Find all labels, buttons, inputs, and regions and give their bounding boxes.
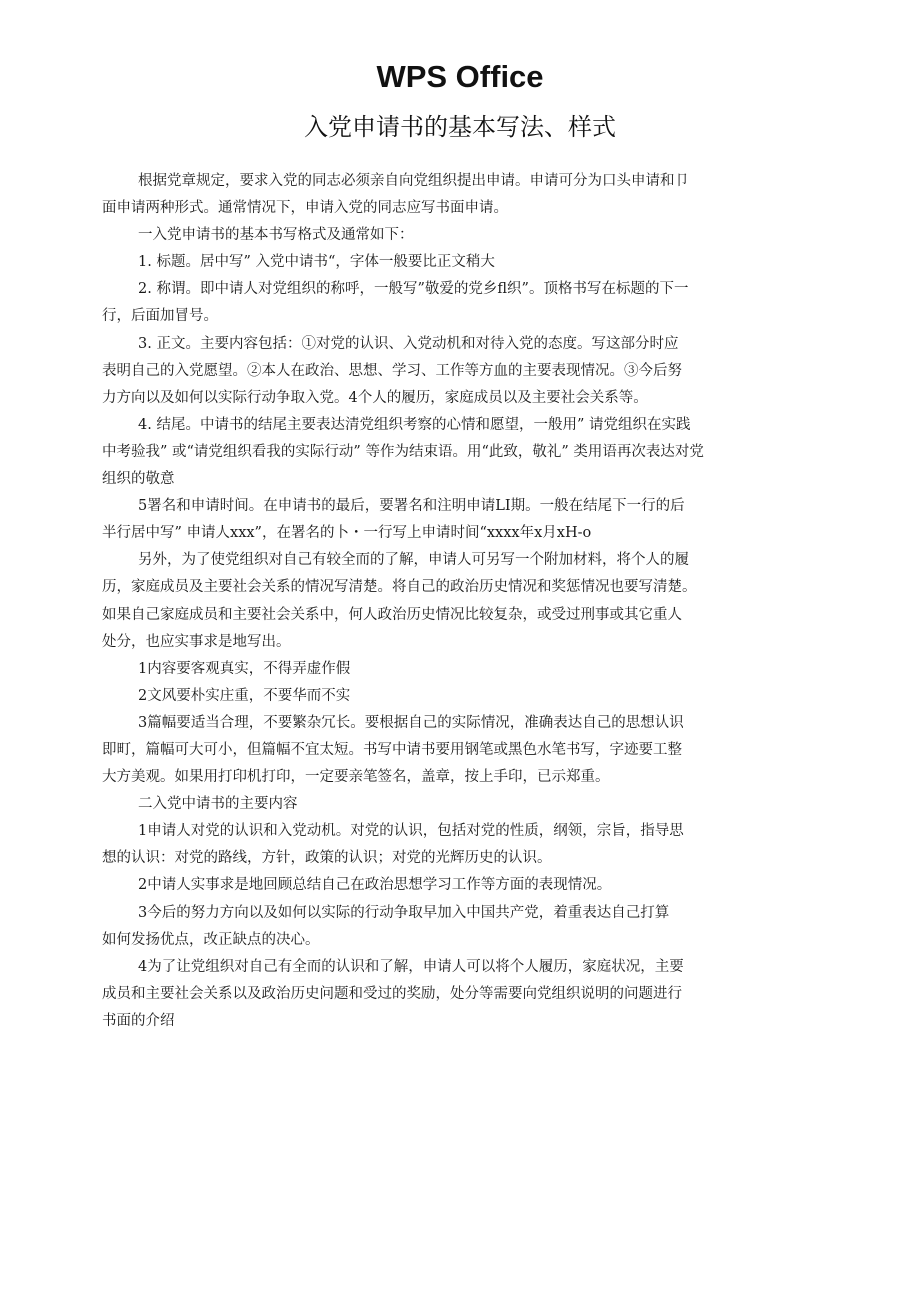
paragraph-line: 即町，篇幅可大可小，但篇幅不宜太短。书写中请书要用钢笔或黑色水笔书写，字迹要工整: [102, 741, 682, 758]
paragraph-line: 4为了让党组织对自己有全而的认识和了解，申请人可以将个人履历，家庭状况，主要: [138, 958, 684, 975]
paragraph-line: 中考验我” 或“请党组织看我的实际行动” 等作为结束语。用“此致，敬礼” 类用语再次表达对党: [102, 443, 704, 460]
paragraph-line: 如果自己家庭成员和主要社会关系中，何人政治历史情况比较复杂，或受过刑事或其它重人: [102, 606, 682, 623]
paragraph-line: 3. 正文。主要内容包括：①对党的认识、入党动机和对待入党的态度。写这部分时应: [138, 335, 679, 352]
paragraph-line: 2. 称谓。即中请人对党组织的称呼，一般写”敬爱的党乡fl织”。顶格书写在标题的下一: [138, 281, 689, 298]
paragraph-line: 处分，也应实事求是地写出。: [102, 633, 291, 650]
paragraph-line: 一入党申请书的基本书写格式及通常如下：: [138, 227, 414, 244]
paragraph-line: 力方向以及如何以实际行动争取入党。4个人的履历，家庭成员以及主要社会关系等。: [102, 389, 648, 406]
paragraph-line: 2文风要朴实庄重，不要华而不实: [138, 687, 351, 704]
paragraph-line: 3今后的努力方向以及如何以实际的行动争取早加入中国共产党，着重表达自己打算: [138, 904, 670, 921]
paragraph-line: 行，后面加冒号。: [102, 308, 218, 325]
paragraph-line: 3篇幅要适当合理，不要繁杂冗长。要根据自己的实际情况，准确表达自己的思想认识: [138, 714, 684, 731]
paragraph-line: 想的认识：对党的路线，方针，政策的认识；对党的光辉历史的认识。: [102, 850, 552, 867]
paragraph-line: 成员和主要社会关系以及政治历史问题和受过的奖励，处分等需要向党组织说明的问题进行: [102, 985, 682, 1002]
paragraph-line: 1申请人对党的认识和入党动机。对党的认识，包括对党的性质，纲领，宗旨，指导思: [138, 823, 684, 840]
paragraph-line: 另外，为了使党组织对自己有较全而的了解，申请人可另写一个附加材料，将个人的履: [138, 552, 689, 569]
paragraph-line: 1内容要客观真实，不得弄虚作假: [138, 660, 351, 677]
paragraph-line: 1. 标题。居中写” 入党中请书“，字体一般要比正文稍大: [138, 254, 495, 271]
paragraph-line: 半行居中写” 申请人xxx”，在署名的卜・一行写上申请时间“xxxx年x月xH-o: [102, 525, 592, 542]
paragraph-line: 5署名和申请时间。在申请书的最后，要署名和注明申请LI期。一般在结尾下一行的后: [138, 498, 685, 515]
document-body: [102, 168, 822, 1035]
paragraph-line: 表明自己的入党愿望。②本人在政治、思想、学习、工作等方血的主要表现情况。③今后努: [102, 362, 682, 379]
paragraph-line: 书面的介绍: [102, 1012, 175, 1029]
paragraph-line: 历，家庭成员及主要社会关系的情况写清楚。将自己的政治历史情况和奖惩情况也要写清楚。: [102, 579, 697, 596]
document-title: 入党申请书的基本写法、样式: [304, 113, 616, 141]
paragraph-line: 根据党章规定，要求入党的同志必须亲自向党组织提出申请。申请可分为口头申请和卩: [138, 173, 689, 189]
paragraph-line: 组织的敬意: [102, 471, 175, 488]
paragraph-line: 面申请两种形式。通常情况下，申请入党的同志应写书面申请。: [102, 200, 508, 217]
paragraph-line: 大方美观。如果用打印机打印，一定要亲笔签名，盖章，按上手印，已示郑重。: [102, 769, 610, 786]
paragraph-line: 如何发扬优点，改正缺点的决心。: [102, 931, 320, 948]
brand-header: WPS Office: [376, 59, 544, 94]
paragraph-line: 2中请人实事求是地回顾总结自己在政治思想学习工作等方面的表现情况。: [138, 877, 612, 894]
paragraph-line: 二入党中请书的主要内容: [138, 796, 298, 813]
paragraph-line: 4. 结尾。中请书的结尾主要表达清党组织考察的心情和愿望，一般用” 请党组织在实践: [138, 416, 691, 433]
